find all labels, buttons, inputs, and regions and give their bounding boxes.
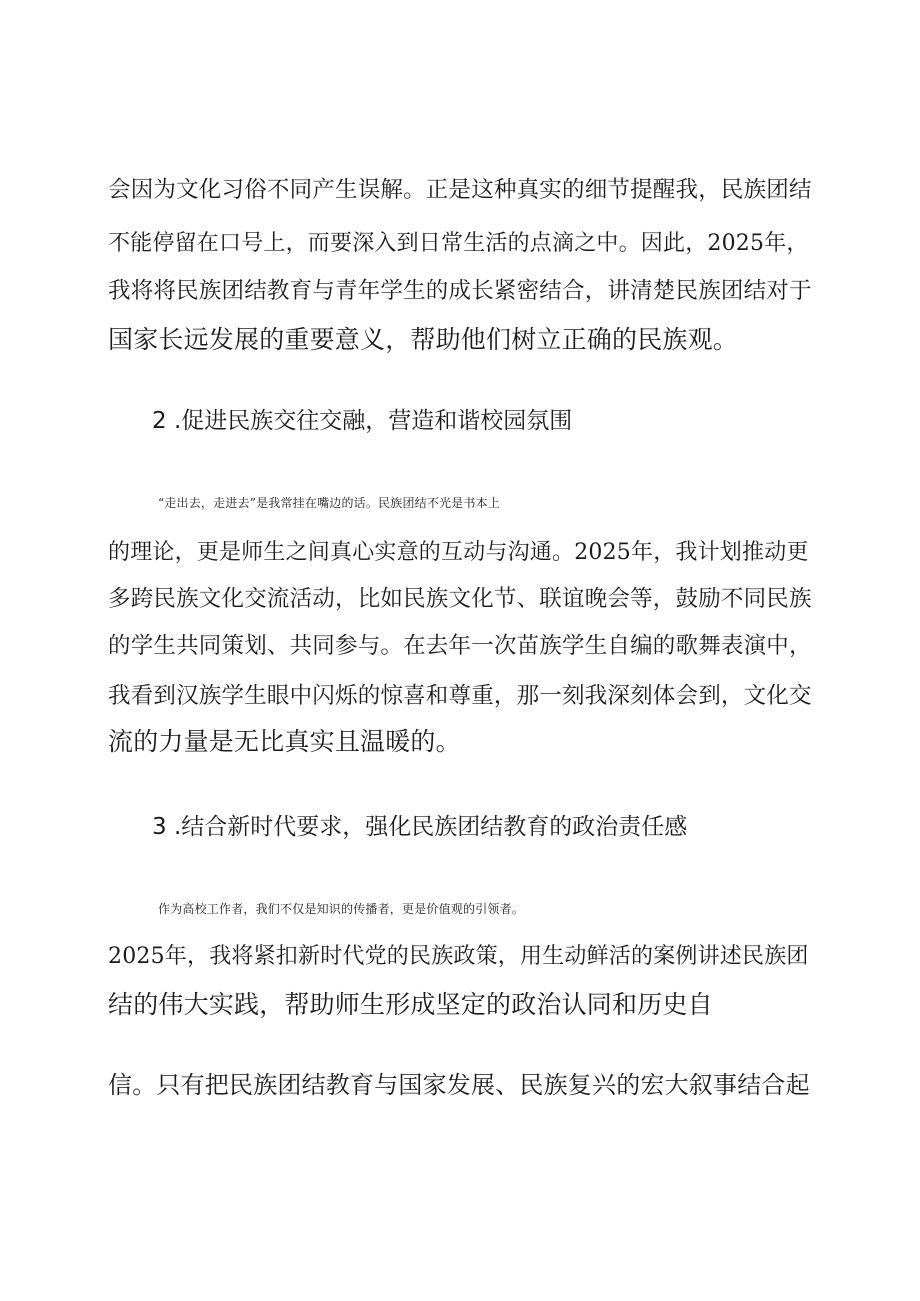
section-heading-3: 3 .结合新时代要求，强化民族团结教育的政治责任感 [152, 814, 688, 840]
paragraph3-line-2: 2025年，我将紧扣新时代党的民族政策，用生动鲜活的案例讲述民族团 [108, 944, 809, 969]
paragraph3-line-1: 作为高校工作者，我们不仅是知识的传播者，更是价值观的引领者。 [158, 902, 525, 916]
paragraph2-line-3: 多跨民族文化交流活动，比如民族文化节、联谊晚会等，鼓励不同民族 [108, 586, 812, 612]
paragraph1-line-3: 我将将民族团结教育与青年学生的成长紧密结合，讲清楚民族团结对于 [108, 278, 812, 304]
paragraph3-line-3: 结的伟大实践，帮助师生形成坚定的政治认同和历史自 [108, 990, 713, 1019]
paragraph2-line-1: “走出去，走进去”是我常挂在嘴边的话。民族团结不光是书本上 [158, 496, 501, 510]
paragraph2-line-2: 的理论，更是师生之间真心实意的互动与沟通。2025年，我计划推动更 [108, 540, 809, 565]
paragraph1-line-2: 不能停留在口号上，而要深入到日常生活的点滴之中。因此，2025年， [108, 231, 809, 256]
paragraph1-line-4: 国家长远发展的重要意义，帮助他们树立正确的民族观。 [108, 325, 739, 354]
paragraph2-line-4: 的学生共同策划、共同参与。在去年一次苗族学生自编的歌舞表演中， [108, 633, 812, 659]
paragraph2-line-6: 流的力量是无比真实且温暖的。 [108, 727, 461, 756]
paragraph1-line-1: 会因为文化习俗不同产生误解。正是这种真实的细节提醒我，民族团结 [108, 177, 812, 203]
paragraph2-line-5: 我看到汉族学生眼中闪烁的惊喜和尊重，那一刻我深刻体会到，文化交 [108, 683, 812, 709]
section-heading-2: 2 .促进民族交往交融，营造和谐校园氛围 [152, 408, 573, 434]
paragraph3-line-4: 信。只有把民族团结教育与国家发展、民族复兴的宏大叙事结合起 [108, 1071, 810, 1099]
